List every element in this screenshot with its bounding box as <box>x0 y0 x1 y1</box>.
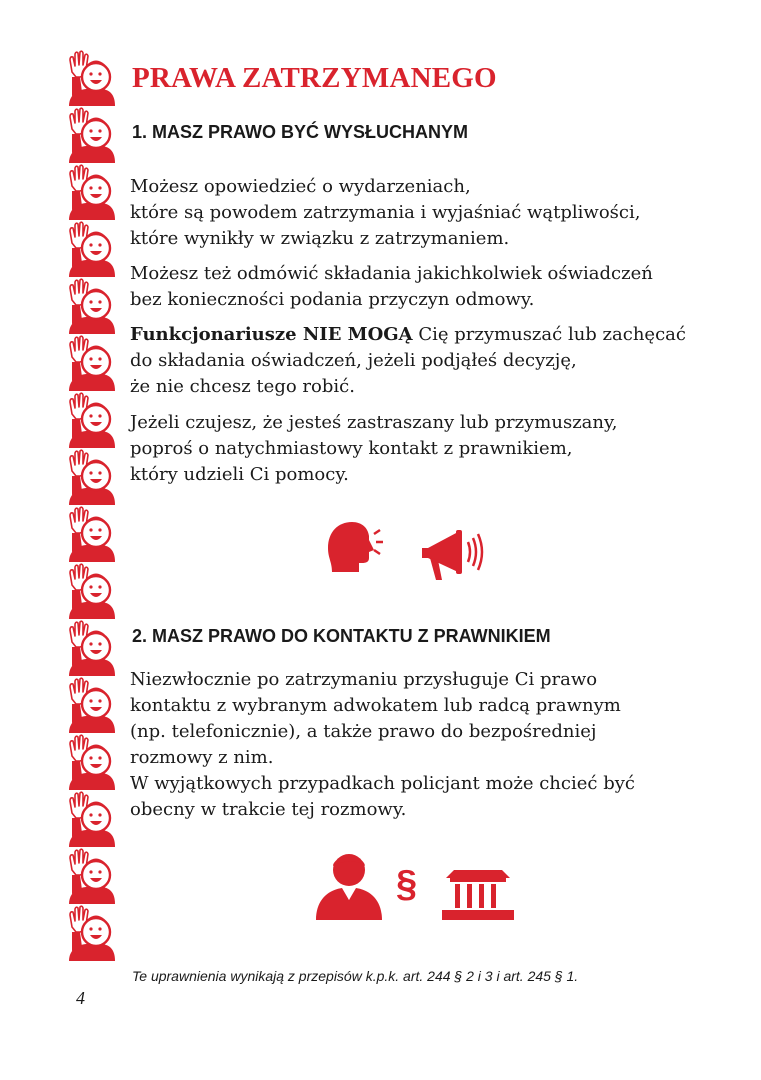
text-line: bez konieczności podania przyczyn odmowy. <box>130 289 535 310</box>
lawyer-person-icon <box>312 848 386 922</box>
text-line: (np. telefonicznie), a także prawo do bezpośredniej <box>130 721 597 742</box>
raised-hand-face-icon <box>66 107 116 164</box>
raised-hand-face-icon <box>66 848 116 905</box>
raised-hand-face-icon <box>66 620 116 677</box>
text-line: które są powodem zatrzymania i wyjaśniać wątpliwości, <box>130 202 641 223</box>
raised-hand-face-icon <box>66 563 116 620</box>
section1-paragraph-2 <box>130 261 653 313</box>
speaking-head-icon <box>322 518 384 574</box>
raised-hand-face-icon <box>66 677 116 734</box>
text-line: rozmowy z nim. <box>130 747 274 768</box>
paragraph-sign-icon: § <box>396 863 418 905</box>
text-fragment: Cię przymuszać lub zachęcać <box>412 324 686 345</box>
section2-heading: 2. MASZ PRAWO DO KONTAKTU Z PRAWNIKIEM <box>132 626 551 646</box>
footnote: Te uprawnienia wynikają z przepisów k.p.k. art. 244 § 2 i 3 i art. 245 § 1. <box>132 968 579 984</box>
text-line <box>130 322 686 348</box>
page-number: 4 <box>76 988 85 1008</box>
section1-paragraph-4 <box>130 410 618 488</box>
raised-hand-face-icon <box>66 734 116 791</box>
section1-heading: 1. MASZ PRAWO BYĆ WYSŁUCHANYM <box>132 122 469 142</box>
text-line: Niezwłocznie po zatrzymaniu przysługuje Ci prawo <box>130 669 598 690</box>
raised-hand-face-icon <box>66 278 116 335</box>
text-line: Jeżeli czujesz, że jesteś zastraszany lub przymuszany, <box>130 412 618 433</box>
raised-hand-face-icon <box>66 221 116 278</box>
megaphone-icon <box>418 524 488 586</box>
text-line: W wyjątkowych przypadkach policjant może chcieć być <box>130 773 635 794</box>
courthouse-icon <box>440 866 516 922</box>
text-line: że nie chcesz tego robić. <box>130 376 355 397</box>
emphasis-text: Funkcjonariusze NIE MOGĄ <box>130 324 413 345</box>
raised-hand-face-icon <box>66 392 116 449</box>
raised-hand-face-icon <box>66 335 116 392</box>
text-line: kontaktu z wybranym adwokatem lub radcą prawnym <box>130 695 621 716</box>
raised-hand-face-icon <box>66 164 116 221</box>
raised-hand-face-icon <box>66 449 116 506</box>
text-line: poproś o natychmiastowy kontakt z prawnikiem, <box>130 438 573 459</box>
section1-paragraph-3 <box>130 322 686 400</box>
raised-hand-face-icon <box>66 506 116 563</box>
page-title: PRAWA ZATRZYMANEGO <box>132 62 497 94</box>
raised-hand-face-icon <box>66 905 116 962</box>
text-line: obecny w trakcie tej rozmowy. <box>130 799 407 820</box>
text-line: które wynikły w związku z zatrzymaniem. <box>130 228 510 249</box>
section1-paragraph-1 <box>130 174 640 252</box>
text-line: Możesz opowiedzieć o wydarzeniach, <box>130 176 471 197</box>
section2-paragraph-1 <box>130 667 635 823</box>
text-line: który udzieli Ci pomocy. <box>130 464 349 485</box>
raised-hand-face-icon <box>66 791 116 848</box>
raised-hand-face-icon <box>66 50 116 107</box>
margin-decoration-strip <box>66 50 118 962</box>
text-line: do składania oświadczeń, jeżeli podjąłeś decyzję, <box>130 350 577 371</box>
text-line: Możesz też odmówić składania jakichkolwiek oświadczeń <box>130 263 653 284</box>
